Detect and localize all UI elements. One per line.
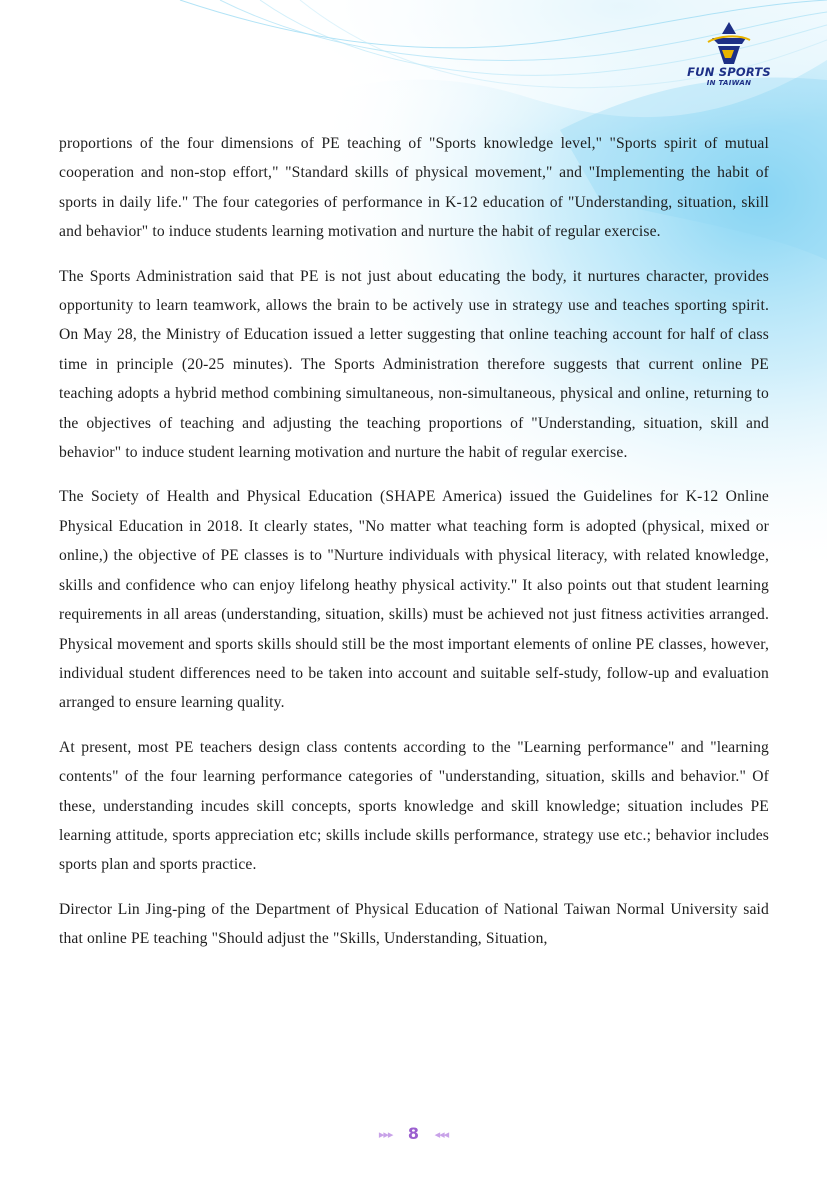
logo-text-in-taiwan: IN TAIWAN xyxy=(706,78,752,87)
paragraph: Director Lin Jing-ping of the Department of Physical Education of National Taiwan Normal University said that online PE teaching "Should adjust the "Skills, Understanding, Situation, xyxy=(59,900,769,948)
fun-sports-logo xyxy=(684,20,774,92)
right-arrows-icon: ▸▸▸ xyxy=(378,1128,393,1141)
paragraph: proportions of the four dimensions of PE teaching of "Sports knowledge level," "Sports spirit of mutual cooperation and non-stop effort," "Standard skills of physical movement," and "Implementing the habit of sports in daily life." The four categories of performance in K-12 education of "Understanding, situation, skill and behavior" to induce students learning motivation and nurture the habit of regular exercise. xyxy=(59,135,769,241)
left-arrows-icon: ◂◂◂ xyxy=(434,1128,449,1141)
paragraph: The Sports Administration said that PE is not just about educating the body, it nurtures character, provides opportunity to learn teamwork, allows the brain to be actively use in strategy use and teaches sporting spirit. On May 28, the Ministry of Education issued a letter suggesting that online teaching account for half of class time in principle (20-25 minutes). The Sports Administration therefore suggests that current online PE teaching adopts a hybrid method combining simultaneous, non-simultaneous, physical and online, returning to the objectives of teaching and adjusting the teaching proportions of "Understanding, situation, skill and behavior" to induce student learning motivation and nurture the habit of regular exercise. xyxy=(59,267,769,462)
logo-text-fun-sports: FUN SPORTS xyxy=(687,65,771,79)
logo-mark-icon xyxy=(704,20,754,66)
paragraph: The Society of Health and Physical Education (SHAPE America) issued the Guidelines for K-12 Online Physical Education in 2018. It clearly states, "No matter what teaching form is adopted (physical, mixed or online,) the objective of PE classes is to "Nurture individuals with physical literacy, with related knowledge, skills and confidence who can enjoy lifelong heathy physical activity." It also points out that student learning requirements in all areas (understanding, situation, skills) must be achieved not just fitness activities arranged. Physical movement and sports skills should still be the most important elements of online PE classes, however, individual student differences need to be taken into account and suitable self-study, follow-up and evaluation arranged to ensure learning quality. xyxy=(59,488,769,712)
page-number: 8 xyxy=(407,1124,420,1143)
page-footer xyxy=(0,1124,827,1143)
paragraph: At present, most PE teachers design class contents according to the "Learning performance" and "learning contents" of the four learning performance categories of "understanding, situation, skills and behavior." Of these, understanding incudes skill concepts, sports knowledge and skill knowledge; situation includes PE learning attitude, sports appreciation etc; skills include skills performance, strategy use etc.; behavior includes sports plan and sports practice. xyxy=(59,738,769,874)
article-body xyxy=(59,129,769,969)
